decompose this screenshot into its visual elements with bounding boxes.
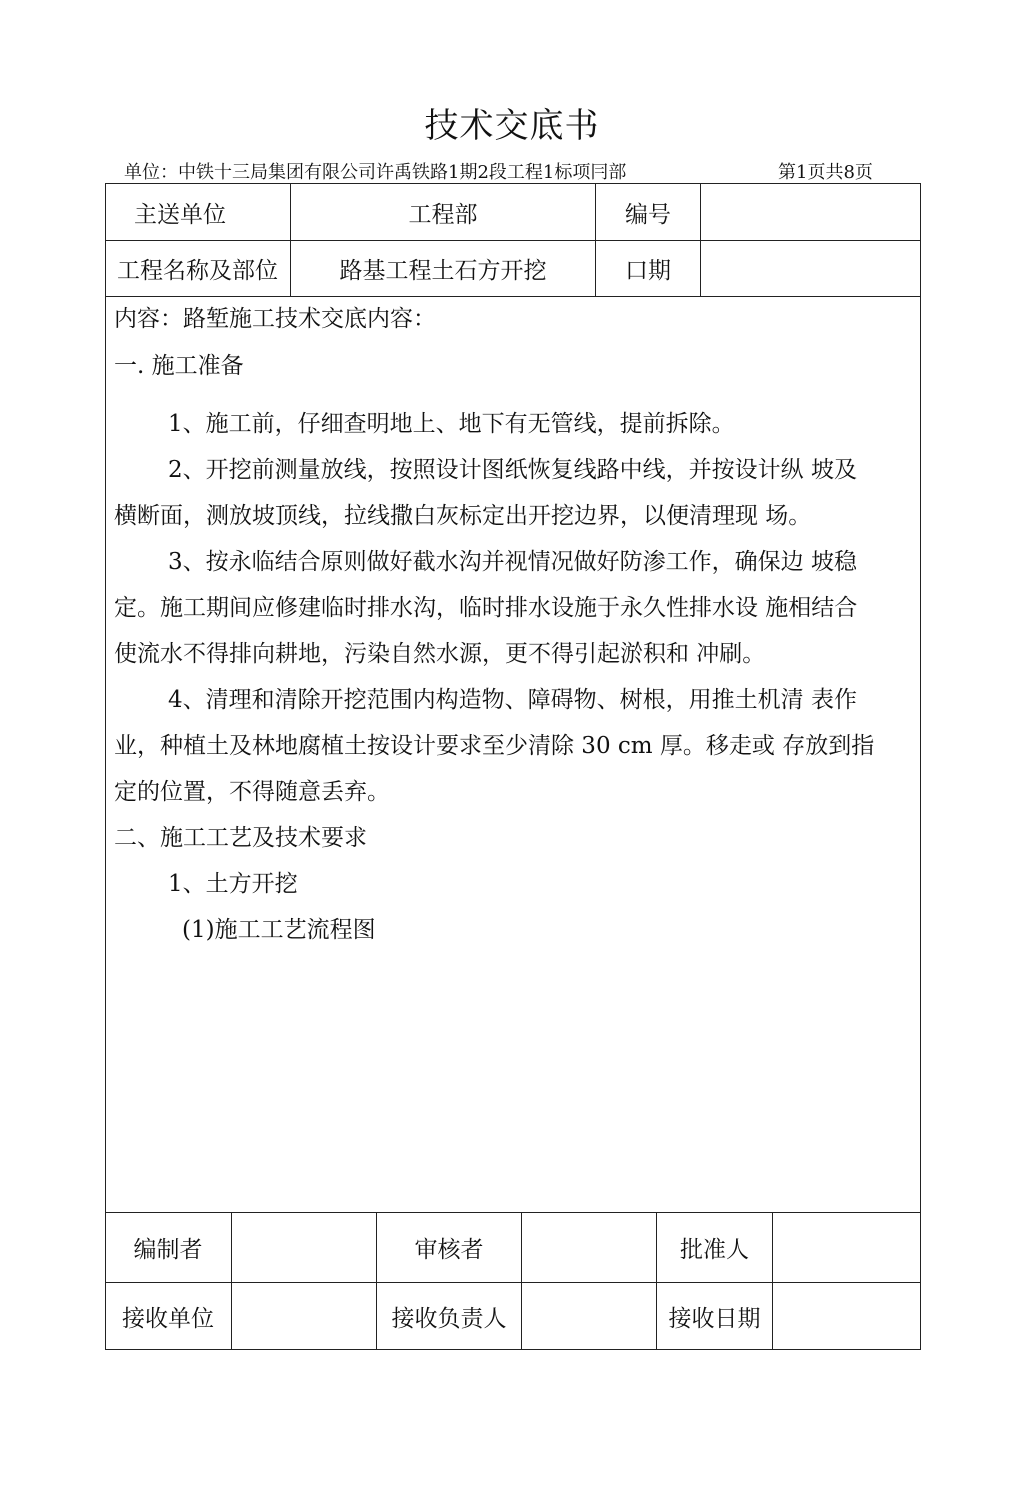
unit-line: 单位：中铁十三局集团有限公司许禹铁路1期2段工程1标项冃部 <box>124 162 627 183</box>
table-border-left <box>105 183 106 1350</box>
receiving-date-label: 接收日期 <box>668 1305 761 1332</box>
number-label: 编号 <box>625 201 671 228</box>
date-label: 口期 <box>625 258 671 284</box>
paragraph-line: 定的位置，不得随意丢弃。 <box>114 779 390 805</box>
table-border-right <box>920 183 921 1350</box>
table-col-divider <box>521 1212 522 1349</box>
project-name-value: 路基工程土石方开挖 <box>339 258 547 284</box>
recipient-unit-value: 工程部 <box>408 201 478 228</box>
approver-label: 批准人 <box>680 1237 749 1263</box>
receiving-person-label: 接收负责人 <box>391 1305 507 1332</box>
subsection-heading: 1、土方开挖 <box>168 871 298 897</box>
document-title: 技术交底书 <box>424 106 600 146</box>
compiler-label: 编制者 <box>133 1237 203 1263</box>
recipient-unit-label: 主送单位 <box>134 201 226 228</box>
section-heading: 一. 施工准备 <box>114 353 244 379</box>
paragraph-line: 2、开挖前测量放线，按照设计图纸恢复线路中线，并按设计纵 坡及 <box>168 457 857 483</box>
table-border-bottom <box>105 1349 921 1350</box>
number-value <box>701 184 920 240</box>
table-col-divider <box>231 1212 232 1349</box>
page-info: 第1页共8页 <box>778 162 873 183</box>
subsection-heading: (1)施工工艺流程图 <box>182 917 376 943</box>
paragraph-line: 4、清理和清除开挖范围内构造物、障碍物、树根，用推土机清 表作 <box>168 687 857 713</box>
receiving-unit-label: 接收单位 <box>122 1305 214 1332</box>
reviewer-label: 审核者 <box>414 1237 484 1263</box>
section-heading: 二、施工工艺及技术要求 <box>114 825 367 851</box>
project-name-label: 工程名称及部位 <box>117 258 278 284</box>
paragraph-line: 横断面，测放坡顶线，拉线撒白灰标定出开挖边界，以便清理现 场。 <box>114 503 812 529</box>
paragraph-line: 定。施工期间应修建临时排水沟，临时排水设施于永久性排水设 施相结合 <box>114 595 858 621</box>
table-row-divider <box>105 296 921 297</box>
paragraph-line: 1、施工前，仔细查明地上、地下有无管线，提前拆除。 <box>168 411 735 437</box>
table-col-divider <box>772 1212 773 1349</box>
paragraph-line: 3、按永临结合原则做好截水沟并视情况做好防渗工作，确保边 坡稳 <box>168 549 857 575</box>
paragraph-line: 业，种植土及林地腐植土按设计要求至少清除 30 cm 厚。移走或 存放到指 <box>114 733 875 759</box>
paragraph-line: 使流水不得排向耕地，污染自然水源，更不得引起淤积和 冲刷。 <box>114 641 766 667</box>
content-heading: 内容：路堑施工技术交底内容： <box>114 306 436 332</box>
date-value <box>701 241 920 296</box>
